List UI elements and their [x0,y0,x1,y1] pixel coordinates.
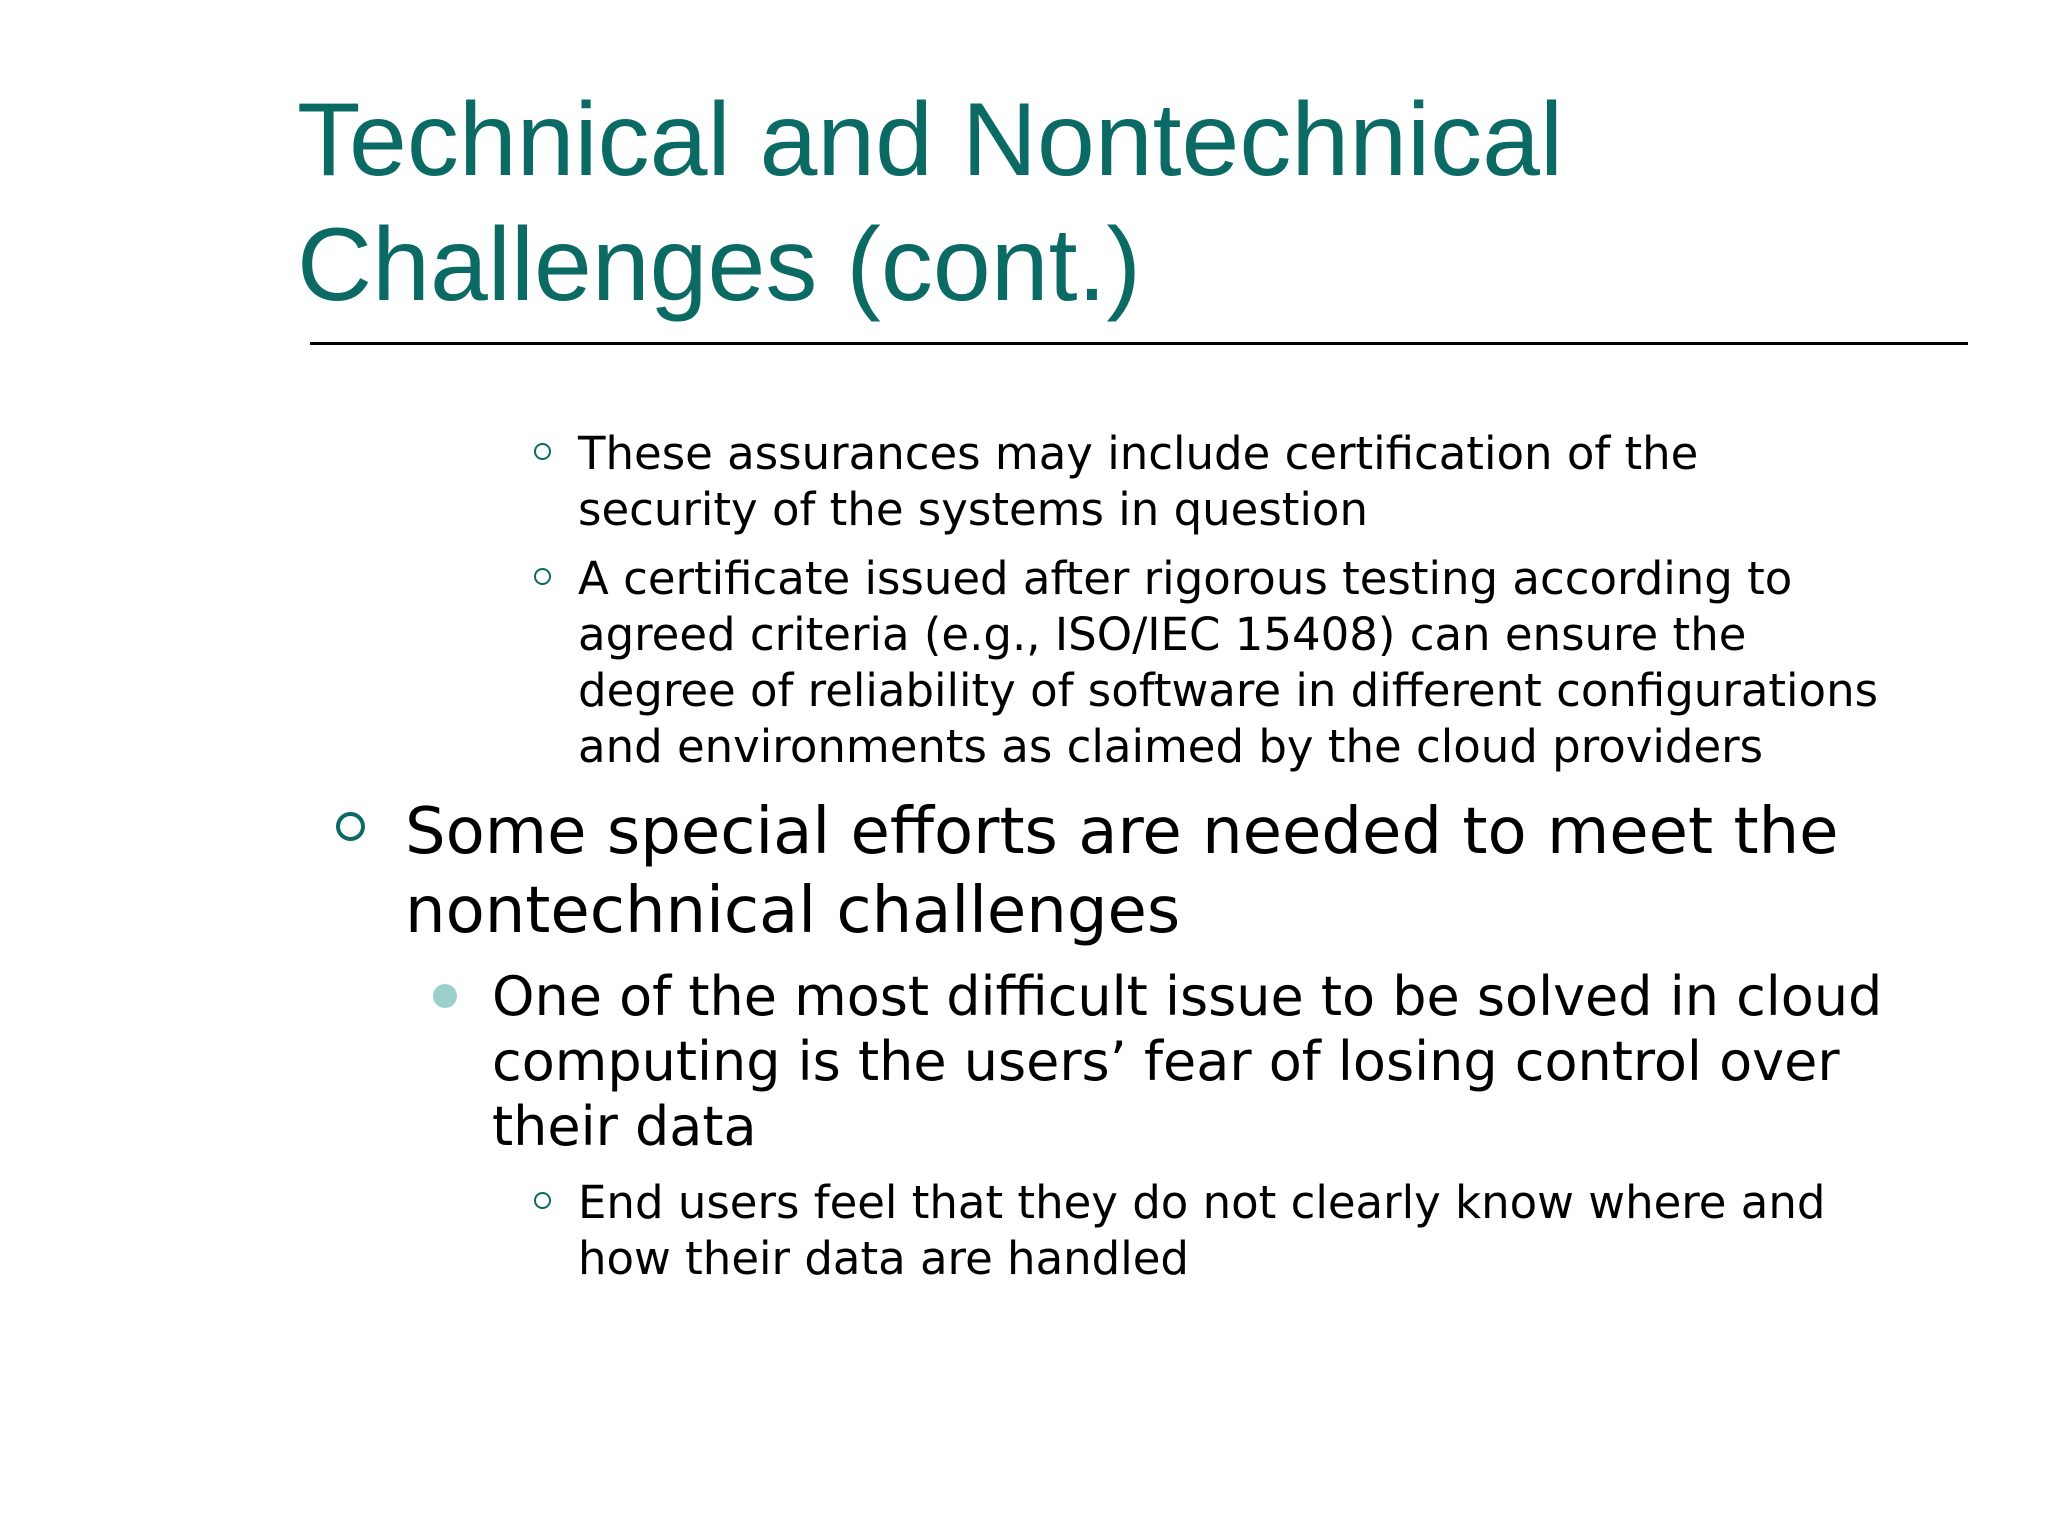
bullet-text-line: agreed criteria (e.g., ISO/IEC 15408) can ensure the [578,608,1747,661]
bullet-text-line: computing is the users’ fear of losing control over [492,1030,1840,1093]
bullet-text-line: security of the systems in question [578,483,1368,536]
title-line: Challenges (cont.) [297,207,1141,323]
bullet-text-line: One of the most difficult issue to be solved in cloud [492,965,1883,1028]
bullet-item [492,964,1882,1159]
bullet-text-line: End users feel that they do not clearly know where and [578,1176,1826,1229]
title-divider [310,342,1968,345]
hollow-circle-icon [534,443,551,460]
bullet-text-line: and environments as claimed by the cloud providers [578,720,1764,773]
bullet-text-line: nontechnical challenges [405,874,1181,948]
bullet-text-line: degree of reliability of software in different configurations [578,664,1879,717]
title-line: Technical and Nontechnical [297,82,1564,198]
bullet-text-line: how their data are handled [578,1232,1189,1285]
hollow-circle-icon [534,1192,551,1209]
bullet-item [578,1175,1825,1287]
filled-circle-icon [433,984,457,1008]
hollow-circle-icon [336,812,365,841]
bullet-item [405,793,1839,951]
bullet-text-line: Some special efforts are needed to meet the [405,795,1839,869]
bullet-item [578,426,1698,538]
bullet-text-line: These assurances may include certification of the [578,427,1699,480]
slide-title [297,78,1997,328]
bullet-item [578,551,1878,775]
bullet-text-line: their data [492,1095,757,1158]
hollow-circle-icon [534,568,551,585]
bullet-text-line: A certificate issued after rigorous testing according to [578,552,1793,605]
